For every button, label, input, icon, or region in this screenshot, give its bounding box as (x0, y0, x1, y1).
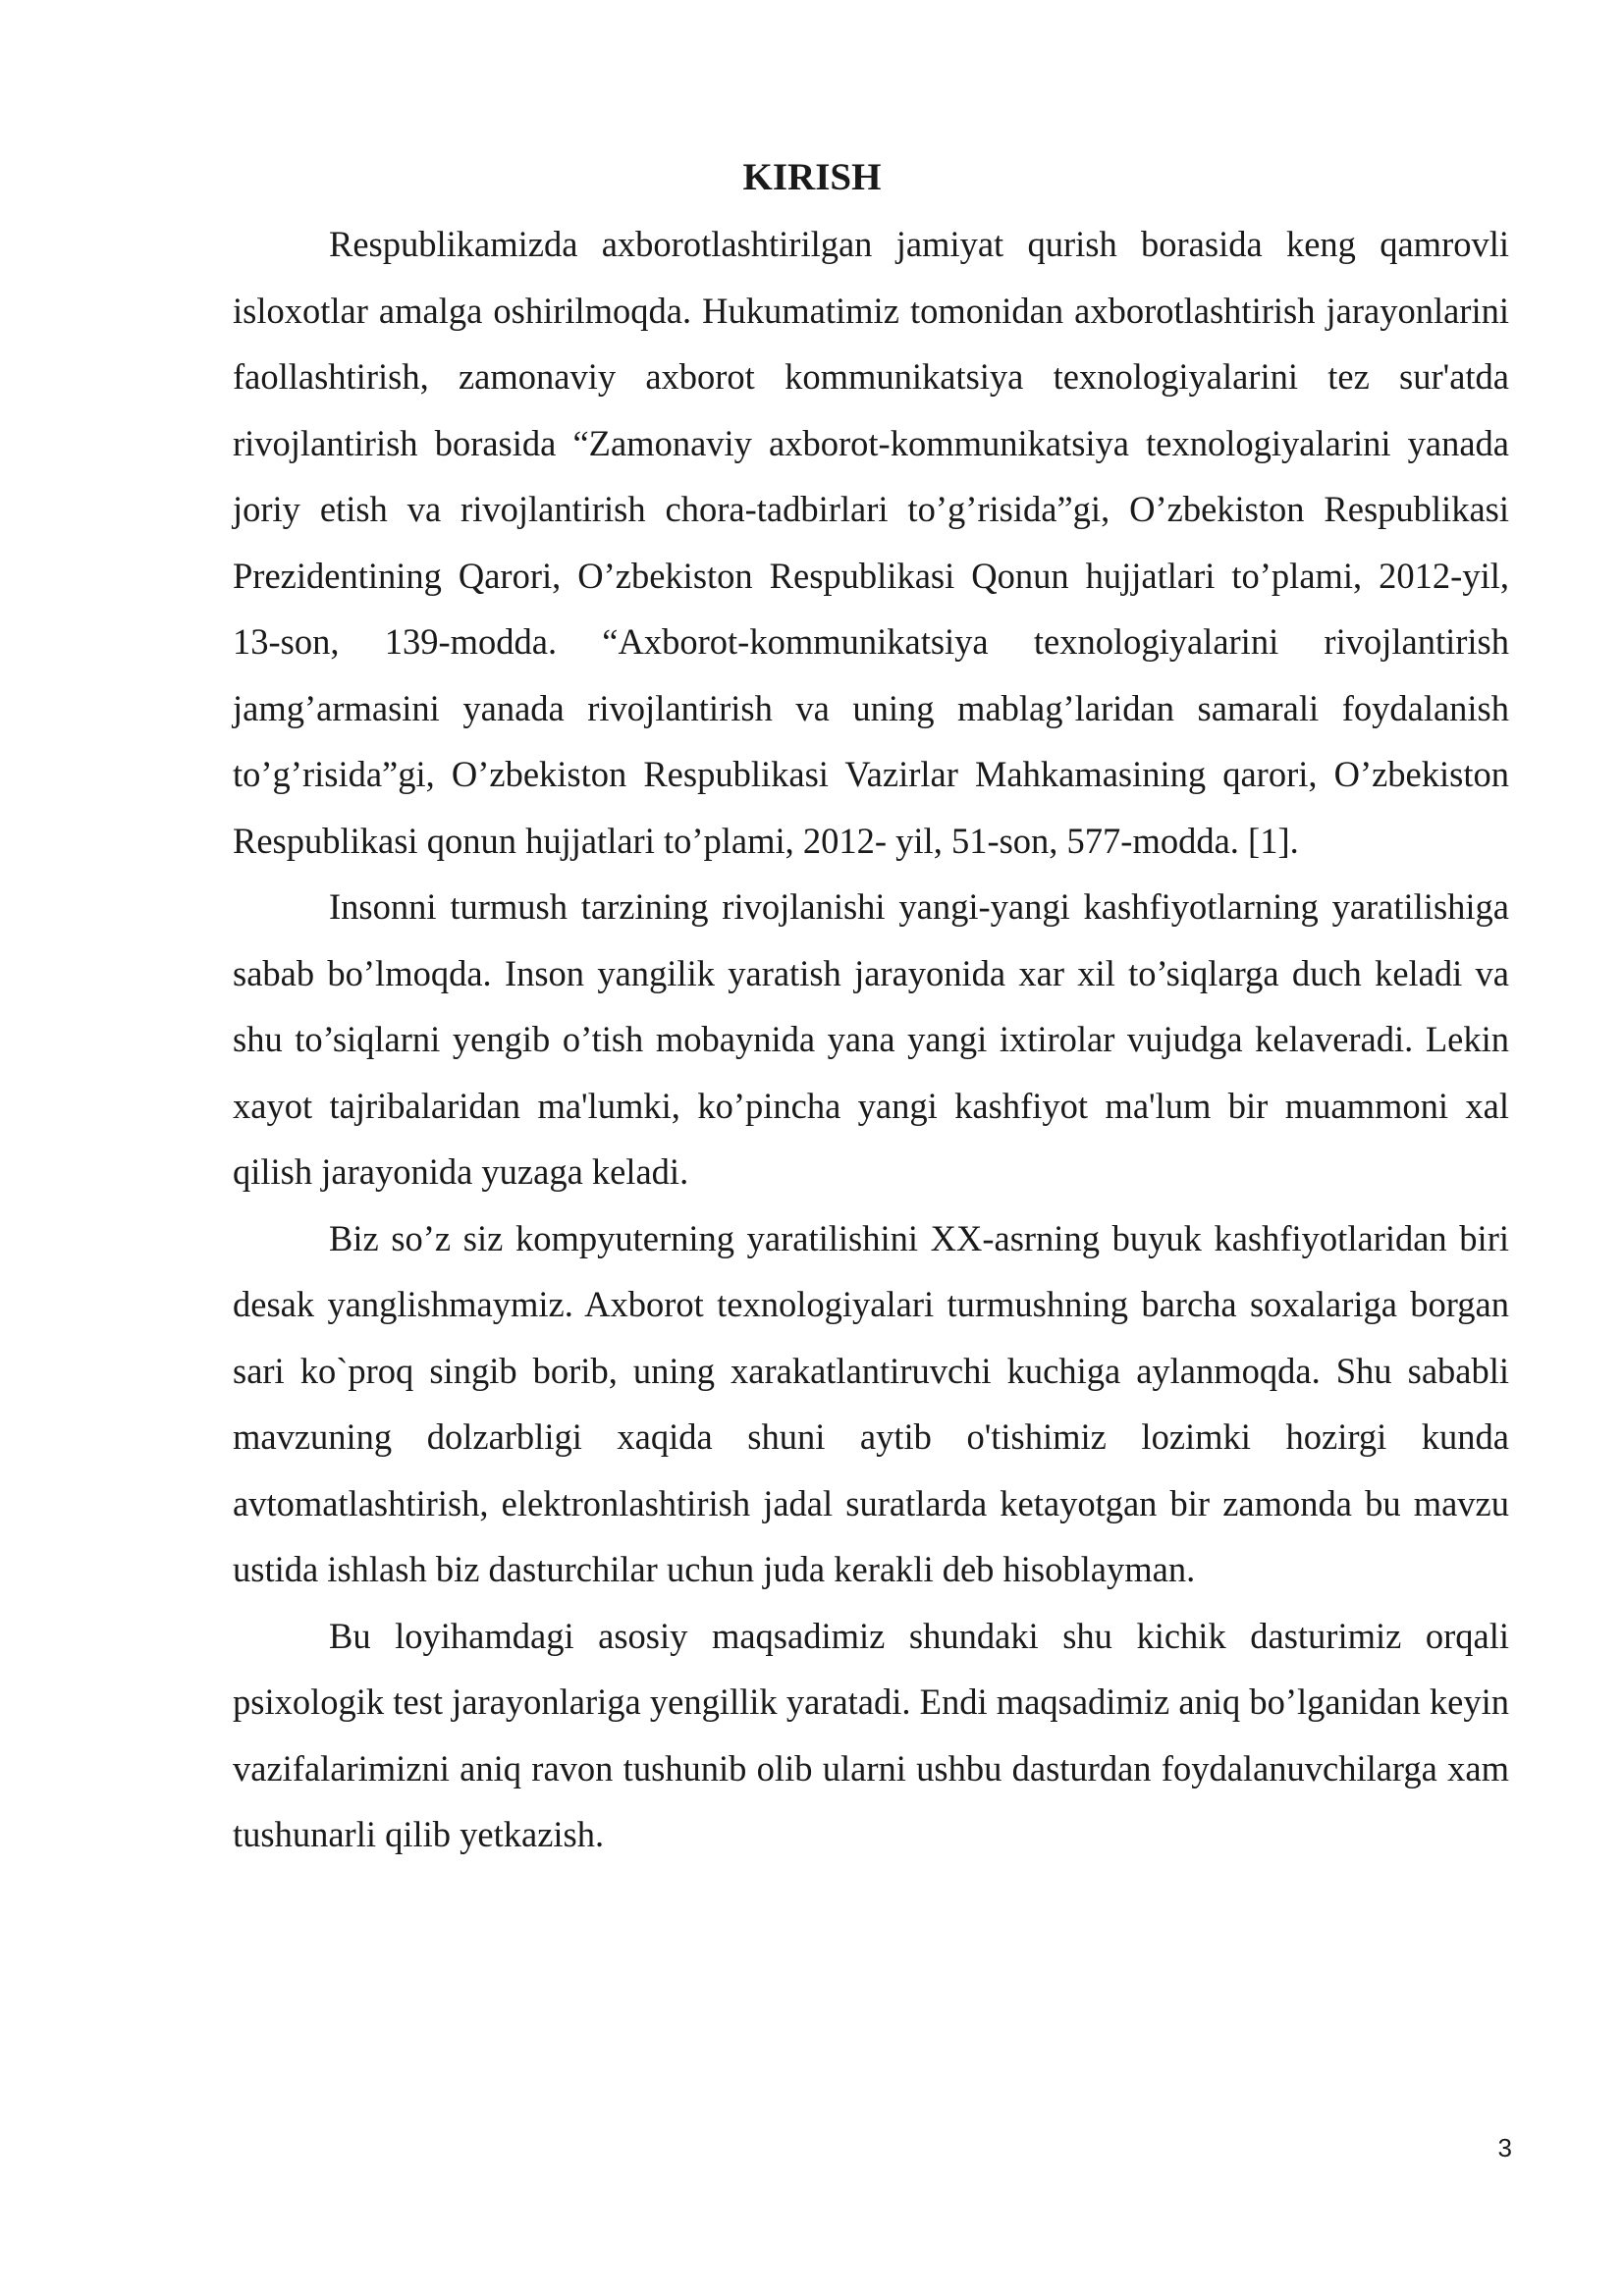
paragraph-4: Bu loyihamdagi asosiy maqsadimiz shundaki shu kichik dasturimiz orqali psixologik test jarayonlariga yengillik yaratadi. Endi maqsadimiz aniq bo’lganidan keyin vazifalarimizni aniq ravon tushunib olib ularni ushbu dasturdan foydalanuvchilarga xam tushunarli qilib yetkazish. (233, 1615, 1509, 1854)
page-number: 3 (1497, 2133, 1512, 2163)
paragraph-3: Biz so’z siz kompyuterning yaratilishini XX-asrning buyuk kashfiyotlaridan biri desak yanglishmaymiz. Axborot texnologiyalari turmushning barcha soxalariga borgan sari ko`proq singib borib, uning xarakatlantiruvchi kuchiga aylanmoqda. Shu sababli mavzuning dolzarbligi xaqida shuni aytib o'tishimiz lozimki hozirgi kunda avtomatlashtirish, elektronlashtirish jadal suratlarda ketayotgan bir zamonda bu mavzu ustida ishlash biz dasturchilar uchun juda kerakli deb hisoblayman. (233, 1217, 1509, 1589)
page-title: KIRISH (742, 156, 882, 198)
body-text (233, 211, 1509, 1868)
paragraph-1: Respublikamizda axborotlashtirilgan jamiyat qurish borasida keng qamrovli isloxotlar amalga oshirilmoqda. Hukumatimiz tomonidan axborotlashtirish jarayonlarini faollashtirish, zamonaviy axborot kommunikatsiya texnologiyalarini tez sur'atda rivojlantirish borasida “Zamonaviy axborot-kommunikatsiya texnologiyalarini yanada joriy etish va rivojlantirish chora-tadbirlari to’g’risida”gi, O’zbekiston Respublikasi Prezidentining Qarori, O’zbekiston Respublikasi Qonun hujjatlari to’plami, 2012-yil, 13-son, 139-modda. “Axborot-kommunikatsiya texnologiyalarini rivojlantirish jamg’armasini yanada rivojlantirish va uning mablag’laridan samarali foydalanish to’g’risida”gi, O’zbekiston Respublikasi Vazirlar Mahkamasining qarori, O’zbekiston Respublikasi qonun hujjatlari to’plami, 2012- yil, 51-son, 577-modda. [1]. (233, 224, 1509, 861)
paragraph-2: Insonni turmush tarzining rivojlanishi yangi-yangi kashfiyotlarning yaratilishiga sabab bo’lmoqda. Inson yangilik yaratish jarayonida xar xil to’siqlarga duch keladi va shu to’siqlarni yengib o’tish mobaynida yana yangi ixtirolar vujudga kelaveradi. Lekin xayot tajribalaridan ma'lumki, ko’pincha yangi kashfiyot ma'lum bir muammoni xal qilish jarayonida yuzaga keladi. (233, 886, 1509, 1192)
